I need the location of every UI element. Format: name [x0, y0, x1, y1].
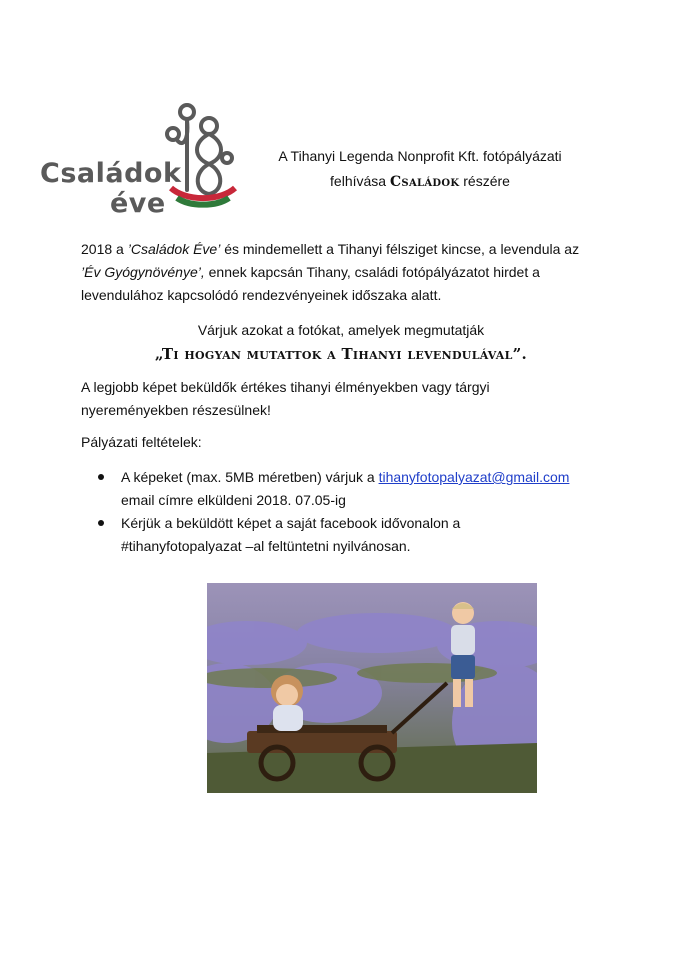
- slogan: „Ti hogyan mutattok a Tihanyi levendulával”.: [154, 345, 528, 363]
- intro-line-2: [81, 261, 621, 284]
- intro-text: ennek kapcsán Tihany, családi fotópályázatot hirdet a: [204, 264, 540, 280]
- invite-line: Várjuk azokat a fotókat, amelyek megmutatják: [197, 322, 485, 338]
- intro-line-3: levendulához kapcsolódó rendezvényeinek időszaka alatt.: [81, 287, 442, 303]
- intro-paragraph: [81, 238, 621, 307]
- prize-line-2: nyereményekben részesülnek!: [81, 402, 271, 418]
- header-title: [270, 144, 570, 195]
- header-line-2: [270, 169, 570, 195]
- intro-line-1: [81, 238, 621, 261]
- bullet-icon: [98, 520, 104, 526]
- logo-text-eve: éve: [110, 188, 166, 219]
- prize-line-1: A legjobb képet beküldők értékes tihanyi élményekben vagy tárgyi: [81, 379, 490, 395]
- intro-italic-csaladok-eve: ’Családok Éve’: [127, 241, 221, 257]
- header-line-1: A Tihanyi Legenda Nonprofit Kft. fotópályázati: [278, 148, 562, 164]
- intro-italic-ev-gyogynovenye: ’Év Gyógynövénye’,: [81, 264, 205, 280]
- conditions-heading: Pályázati feltételek:: [81, 434, 202, 450]
- csaladok-eve-logo: [38, 100, 248, 220]
- prize-paragraph: [81, 376, 621, 422]
- intro-text: 2018 a: [81, 241, 128, 257]
- logo-text-csaladok: Családok: [40, 158, 182, 189]
- bullet-icon: [98, 474, 104, 480]
- family-18-logo-icon: [163, 100, 243, 220]
- condition-item-2-text: [121, 512, 618, 558]
- email-link[interactable]: tihanyfotopalyazat@gmail.com: [378, 469, 570, 485]
- lavender-field-photo: [207, 583, 537, 793]
- header-line-2-suffix: részére: [463, 173, 510, 189]
- condition-item-1: [98, 466, 618, 512]
- condition-text: email címre elküldeni 2018. 07.05-ig: [121, 492, 346, 508]
- condition-text: #tihanyfotopalyazat –al feltüntetni nyilvánosan.: [121, 538, 411, 554]
- header-line-2-prefix: felhívása: [330, 173, 387, 189]
- condition-text: A képeket (max. 5MB méretben) várjuk a: [121, 469, 379, 485]
- condition-item-2: [98, 512, 618, 558]
- condition-item-1-text: [121, 466, 618, 512]
- header-emphasis: Családok: [389, 174, 460, 190]
- intro-text: és mindemellett a Tihanyi félsziget kincse, a levendula az: [220, 241, 580, 257]
- lavender-photo-illustration: [207, 583, 537, 793]
- condition-text: Kérjük a beküldött képet a saját facebook idővonalon a: [121, 515, 461, 531]
